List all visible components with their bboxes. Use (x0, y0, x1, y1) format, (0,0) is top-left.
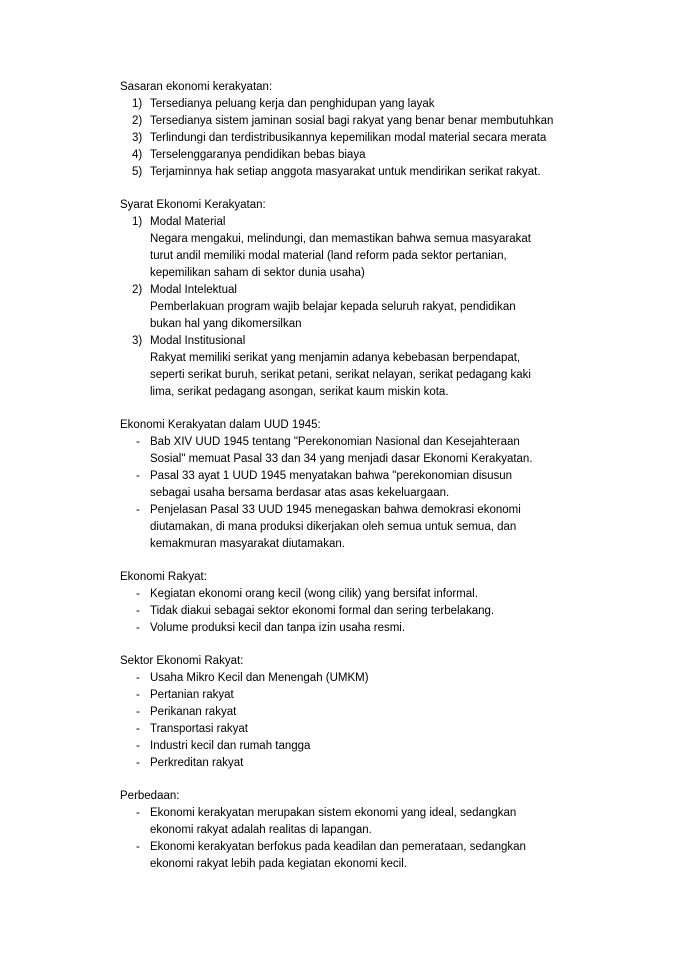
list-item-line: Pasal 33 ayat 1 UUD 1945 menyatakan bahwa "perekonomian disusun (150, 470, 513, 482)
section-heading: Ekonomi Kerakyatan dalam UUD 1945: (120, 419, 321, 431)
document-section (120, 653, 639, 772)
list-item-marker: 3) (132, 132, 143, 144)
document-section (120, 79, 639, 181)
list-item (120, 333, 639, 401)
list-item-line: turut andil memiliki modal material (land reform pada sektor pertanian, (150, 250, 507, 262)
list-item-line: Tidak diakui sebagai sektor ekonomi formal dan sering terbelakang. (150, 605, 495, 617)
list-item (120, 502, 639, 553)
dash-list (120, 586, 639, 637)
section-heading: Sasaran ekonomi kerakyatan: (120, 81, 273, 93)
list-item-marker: - (136, 470, 140, 482)
list-item-marker: 5) (132, 166, 143, 178)
list-item-text (150, 620, 639, 637)
list-item-text (150, 586, 639, 603)
list-item (120, 164, 639, 181)
list-item-text (150, 333, 639, 401)
list-item-line: Tersedianya sistem jaminan sosial bagi rakyat yang benar benar membutuhkan (150, 115, 554, 127)
dash-list (120, 434, 639, 553)
list-item (120, 147, 639, 164)
document-content (120, 79, 639, 873)
list-item-marker: 2) (132, 284, 143, 296)
dash-list (120, 805, 639, 873)
list-item-text (150, 721, 639, 738)
list-item-text (150, 434, 639, 468)
list-item-line: sebagai usaha bersama berdasar atas asas kekeluargaan. (150, 487, 450, 499)
list-item (120, 805, 639, 839)
dash-list (120, 670, 639, 772)
list-item-marker: - (136, 757, 140, 769)
list-item (120, 434, 639, 468)
list-item-line: seperti serikat buruh, serikat petani, serikat nelayan, serikat pedagang kaki (150, 369, 531, 381)
list-item-marker: 1) (132, 98, 143, 110)
list-item-marker: - (136, 841, 140, 853)
list-item-marker: - (136, 723, 140, 735)
list-item-marker: 1) (132, 216, 143, 228)
list-item (120, 113, 639, 130)
list-item-line: kepemilikan saham di sektor dunia usaha) (150, 267, 365, 279)
section-heading: Sektor Ekonomi Rakyat: (120, 655, 244, 667)
document-section (120, 417, 639, 553)
list-item-marker: - (136, 605, 140, 617)
list-item-line: Terselenggaranya pendidikan bebas biaya (150, 149, 366, 161)
section-heading: Perbedaan: (120, 790, 180, 802)
list-item-line: diutamakan, di mana produksi dikerjakan oleh semua untuk semua, dan (150, 521, 517, 533)
list-item (120, 282, 639, 333)
list-item-text (150, 738, 639, 755)
list-item (120, 721, 639, 738)
list-item-line: Pertanian rakyat (150, 689, 234, 701)
list-item (120, 130, 639, 147)
list-item-line: Sosial" memuat Pasal 33 dan 34 yang menjadi dasar Ekonomi Kerakyatan. (150, 453, 533, 465)
list-item-line: Usaha Mikro Kecil dan Menengah (UMKM) (150, 672, 369, 684)
document-section (120, 788, 639, 873)
list-item-line: Terjaminnya hak setiap anggota masyarakat untuk mendirikan serikat rakyat. (150, 166, 541, 178)
list-item-marker: - (136, 436, 140, 448)
list-item-marker: 4) (132, 149, 143, 161)
list-item-text (150, 805, 639, 839)
list-item (120, 468, 639, 502)
list-item-line: ekonomi rakyat adalah realitas di lapangan. (150, 824, 372, 836)
list-item-line: Volume produksi kecil dan tanpa izin usaha resmi. (150, 622, 406, 634)
list-item-text (150, 603, 639, 620)
list-item (120, 839, 639, 873)
list-item (120, 738, 639, 755)
list-item-line: Negara mengakui, melindungi, dan memastikan bahwa semua masyarakat (150, 233, 531, 245)
list-item (120, 603, 639, 620)
list-item (120, 214, 639, 282)
list-item-text (150, 839, 639, 873)
list-item-line: Bab XIV UUD 1945 tentang "Perekonomian Nasional dan Kesejahteraan (150, 436, 520, 448)
numbered-list (120, 96, 639, 181)
list-item-line: Transportasi rakyat (150, 723, 248, 735)
list-item-text (150, 96, 639, 113)
list-item-line: ekonomi rakyat lebih pada kegiatan ekonomi kecil. (150, 858, 407, 870)
list-item-text (150, 282, 639, 333)
list-item-line: Ekonomi kerakyatan merupakan sistem ekonomi yang ideal, sedangkan (150, 807, 517, 819)
list-item-line: Kegiatan ekonomi orang kecil (wong cilik) yang bersifat informal. (150, 588, 478, 600)
list-item (120, 670, 639, 687)
list-item-text (150, 670, 639, 687)
list-item (120, 586, 639, 603)
list-item-marker: - (136, 740, 140, 752)
list-item-text (150, 147, 639, 164)
list-item-line: Modal Material (150, 216, 226, 228)
list-item-marker: - (136, 807, 140, 819)
list-item (120, 687, 639, 704)
list-item-line: Perikanan rakyat (150, 706, 237, 718)
list-item-marker: - (136, 706, 140, 718)
list-item-text (150, 164, 639, 181)
section-heading: Syarat Ekonomi Kerakyatan: (120, 199, 266, 211)
list-item-line: bukan hal yang dikomersilkan (150, 318, 302, 330)
list-item (120, 620, 639, 637)
list-item-line: Perkreditan rakyat (150, 757, 244, 769)
list-item-marker: 2) (132, 115, 143, 127)
list-item-text (150, 468, 639, 502)
list-item (120, 755, 639, 772)
list-item-line: Penjelasan Pasal 33 UUD 1945 menegaskan bahwa demokrasi ekonomi (150, 504, 521, 516)
list-item-text (150, 755, 639, 772)
list-item-line: Modal Intelektual (150, 284, 237, 296)
list-item-line: lima, serikat pedagang asongan, serikat kaum miskin kota. (150, 386, 449, 398)
list-item-line: Industri kecil dan rumah tangga (150, 740, 311, 752)
list-item-text (150, 214, 639, 282)
list-item-line: Tersedianya peluang kerja dan penghidupan yang layak (150, 98, 435, 110)
numbered-list (120, 214, 639, 401)
list-item-line: kemakmuran masyarakat diutamakan. (150, 538, 345, 550)
list-item-text (150, 704, 639, 721)
list-item-line: Ekonomi kerakyatan berfokus pada keadilan dan pemerataan, sedangkan (150, 841, 526, 853)
list-item (120, 96, 639, 113)
list-item-marker: 3) (132, 335, 143, 347)
list-item (120, 704, 639, 721)
list-item-text (150, 113, 639, 130)
list-item-marker: - (136, 504, 140, 516)
list-item-line: Modal Institusional (150, 335, 246, 347)
list-item-line: Pemberlakuan program wajib belajar kepada seluruh rakyat, pendidikan (150, 301, 516, 313)
list-item-line: Terlindungi dan terdistribusikannya kepemilikan modal material secara merata (150, 132, 547, 144)
list-item-marker: - (136, 672, 140, 684)
list-item-text (150, 130, 639, 147)
list-item-marker: - (136, 588, 140, 600)
document-section (120, 569, 639, 637)
list-item-line: Rakyat memiliki serikat yang menjamin adanya kebebasan berpendapat, (150, 352, 521, 364)
list-item-marker: - (136, 689, 140, 701)
list-item-text (150, 502, 639, 553)
document-section (120, 197, 639, 401)
section-heading: Ekonomi Rakyat: (120, 571, 207, 583)
list-item-marker: - (136, 622, 140, 634)
list-item-text (150, 687, 639, 704)
